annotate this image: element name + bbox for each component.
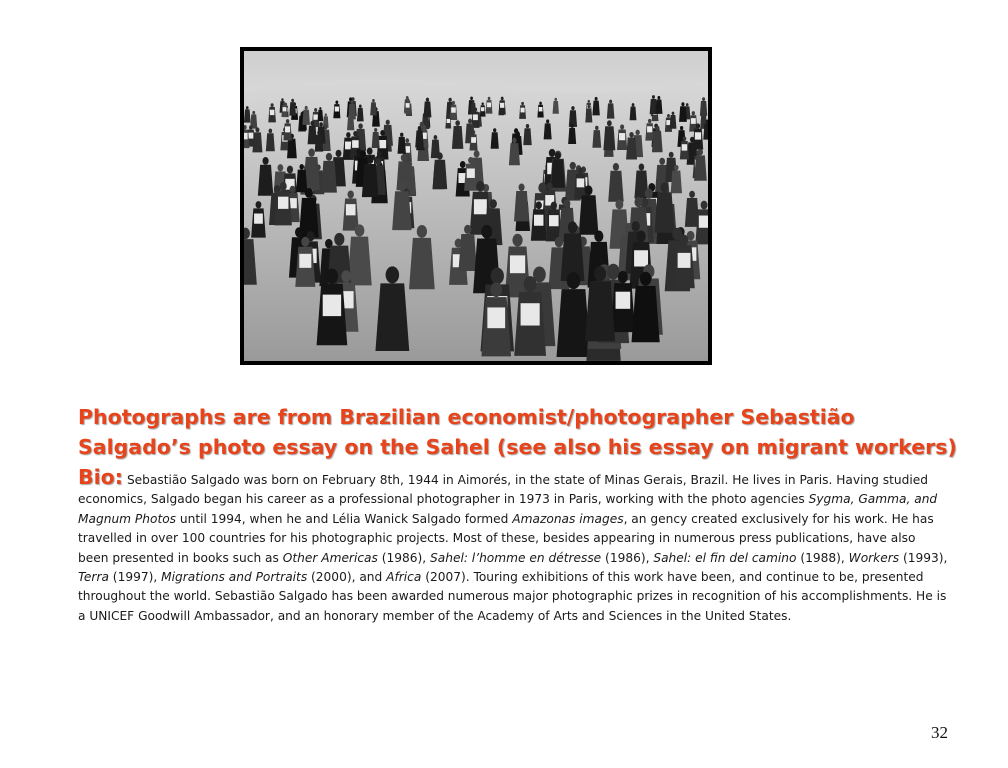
crowd-photo-image	[244, 51, 708, 361]
caption-line-1: Photographs are from Brazilian economist/photographer Sebastião	[78, 405, 855, 429]
bio-agencies: Sygma, Gamma, and Magnum Photos	[78, 492, 938, 526]
page-number: 32	[931, 723, 948, 742]
caption-line-2: Salgado’s photo essay on the Sahel (see also his essay on migrant workers)	[78, 435, 957, 459]
bio-text: (1988),	[796, 550, 849, 565]
bio-text: until 1994, when he and Lélia Wanick Salgado formed	[176, 511, 513, 526]
photo-caption	[78, 402, 957, 462]
bio-text: (1986),	[377, 550, 431, 565]
sahel-photograph	[240, 47, 712, 365]
book-title: Migrations and Portraits	[161, 570, 308, 585]
biography-paragraph	[78, 465, 948, 626]
book-title: Sahel: l’homme en détresse	[430, 550, 602, 565]
bio-label: Bio:	[78, 465, 123, 489]
book-title: Sahel: el fin del camino	[653, 550, 797, 565]
bio-text: , an gency created exclusively for his work. He has travelled in over 100 countries for his photographic projects. Most of these, besides appearing in numerous press publications, have also been presented in books such as	[78, 511, 934, 565]
bio-text: (1986),	[601, 550, 654, 565]
book-title: Workers	[848, 550, 900, 565]
bio-text: (2000), and	[307, 570, 387, 585]
bio-text: (2007). Touring exhibitions of this work have been, and continue to be, presented throughout the world. Sebastião Salgado has been awarded numerous major photographic prizes in recognition of his accomplishments. He is a UNICEF Goodwill Ambassador, and an honorary member of the Academy of Arts and Sciences in the United States.	[78, 570, 947, 623]
bio-amazonas: Amazonas images	[512, 511, 624, 526]
book-title: Africa	[386, 570, 422, 585]
book-title: Other Americas	[282, 550, 378, 565]
book-title: Terra	[78, 570, 109, 585]
bio-text: Sebastião Salgado was born on February 8th, 1944 in Aimorés, in the state of Minas Gerais, Brazil. He lives in Paris. Having studied economics, Salgado began his career as a professional photographer in 1973 in Paris, working with the photo agencies	[78, 473, 928, 507]
bio-text: (1997),	[108, 570, 162, 585]
bio-text: (1993),	[899, 550, 948, 565]
